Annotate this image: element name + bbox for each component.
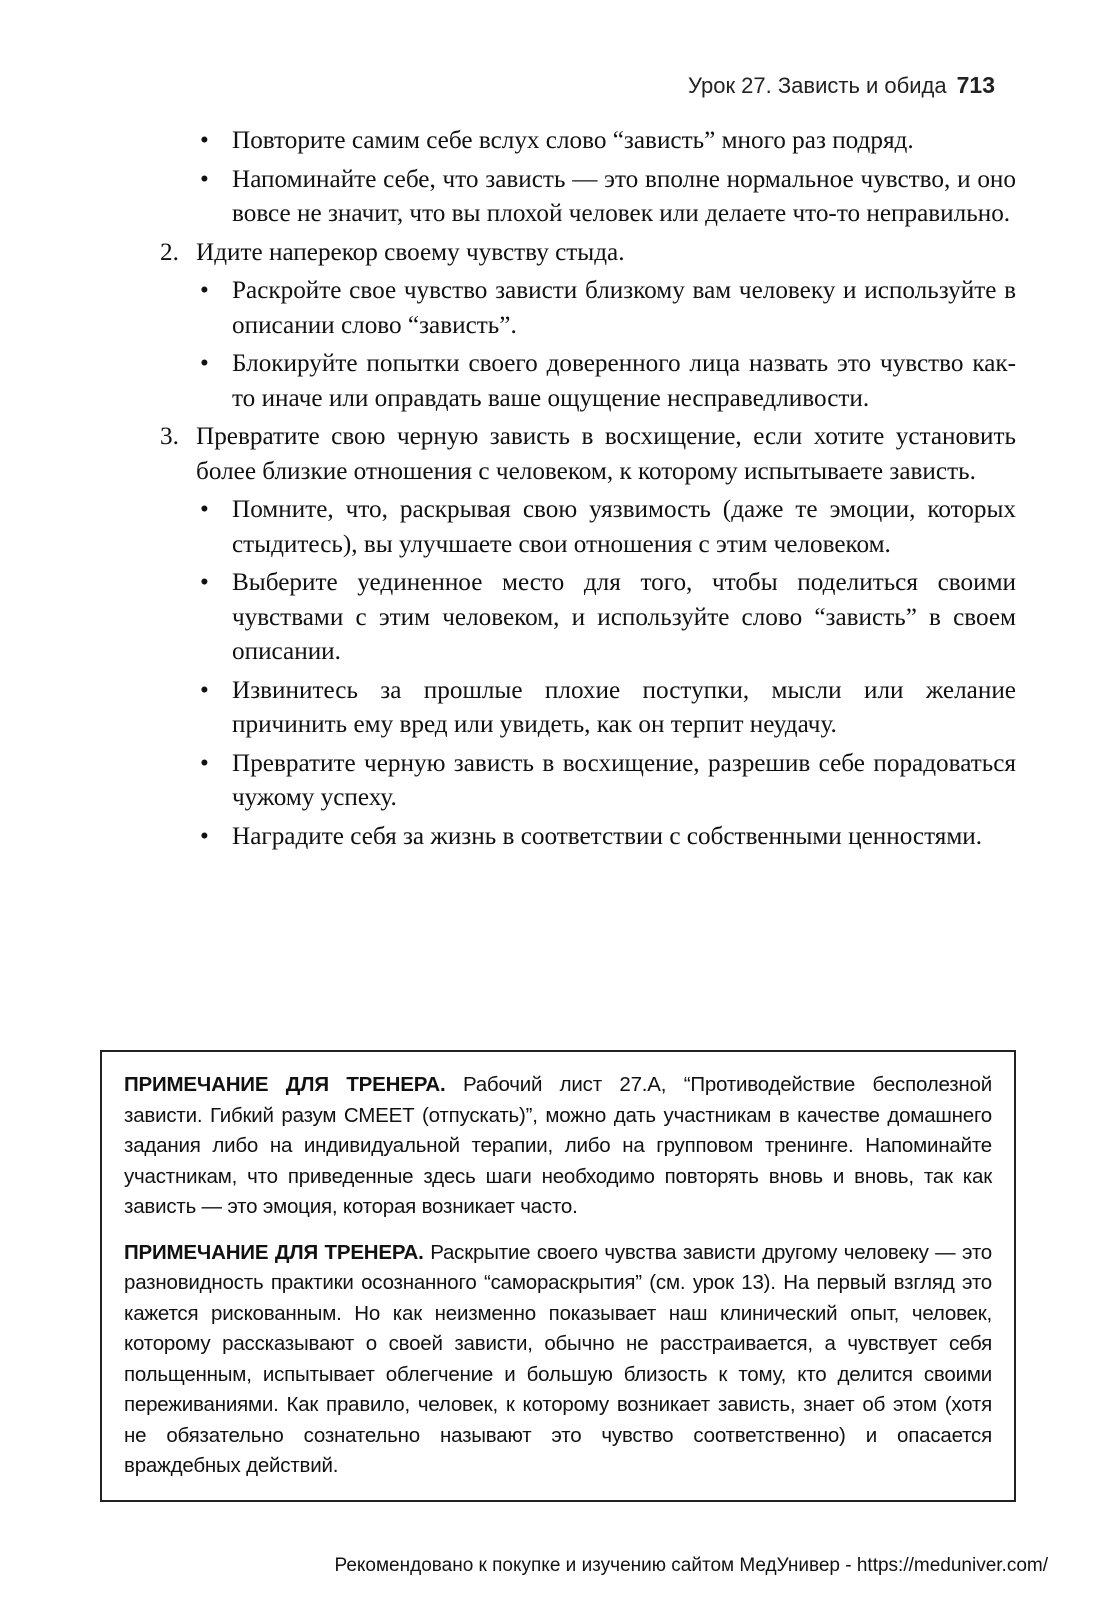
note-label: ПРИМЕЧАНИЕ ДЛЯ ТРЕНЕРА. (124, 1073, 446, 1096)
bullet-list (200, 274, 1016, 416)
list-item: • Наградите себя за жизнь в соответствии с собственными ценностями. (200, 820, 1016, 855)
list-item: • Напоминайте себе, что зависть — это вполне нормальное чувство, и оно вовсе не значит, что вы плохой человек или делаете что-то неправильно. (200, 163, 1016, 232)
trainer-note (124, 1070, 992, 1223)
numbered-step (160, 420, 1016, 854)
numbered-step (160, 236, 1016, 417)
list-item: • Раскройте свое чувство зависти близкому вам человеку и используйте в описании слово “зависть”. (200, 274, 1016, 343)
trainer-note-box (100, 1050, 1016, 1502)
list-item: • Извинитесь за прошлые плохие поступки, мысли или желание причинить ему вред или увидеть, как он терпит неудачу. (200, 674, 1016, 743)
note-text: Раскрытие своего чувства зависти другому человеку — это разновидность практики осознанного “самораскрытия” (см. урок 13). На первый взгляд это кажется рискованным. Но как неизменно показывает наш клинический опыт, человек, которому рассказывают о своей зависти, обычно не расстраивается, а чувствует себя польщенным, испытывает облегчение и большую близость к тому, кто делится своими переживаниями. Как правило, человек, к которому возникает зависть, знает об этом (хотя не обязательно сознательно называют это чувство соответственно) и опасается враждебных действий. (124, 1240, 992, 1477)
page-number: 713 (956, 72, 995, 98)
list-item: • Превратите черную зависть в восхищение, разрешив себе порадоваться чужому успеху. (200, 747, 1016, 816)
bullet-list (200, 493, 1016, 854)
list-item: • Выберите уединенное место для того, чтобы поделиться своими чувствами с этим человеком, и используйте слово “зависть” в своем описании. (200, 566, 1016, 670)
list-item: • Помните, что, раскрывая свою уязвимость (даже те эмоции, которых стыдитесь), вы улучшаете свои отношения с этим человеком. (200, 493, 1016, 562)
step-text: Идите наперекор своему чувству стыда. (196, 238, 625, 266)
chapter-title: Урок 27. Зависть и обида (687, 73, 947, 98)
trainer-note (124, 1238, 992, 1482)
footer-watermark: Рекомендовано к покупке и изучению сайтом МедУнивер - https://meduniver.com/ (334, 1555, 1048, 1576)
step-number: 3. (160, 423, 179, 450)
bullet-list (200, 124, 1016, 232)
note-text: Рабочий лист 27.А, “Противодействие бесполезной зависти. Гибкий разум СМЕЕТ (отпускать)”, можно дать участникам в качестве домашнего задания либо на индивидуальной терапии, либо на групповом тренинге. Напоминайте участникам, что приведенные здесь шаги необходимо повторять вновь и вновь, так как зависть — это эмоция, которая возникает часто. (124, 1073, 993, 1218)
list-item: • Блокируйте попытки своего доверенного лица назвать это чувство как-то иначе или оправдать ваше ощущение несправедливости. (200, 347, 1016, 416)
step-number: 2. (160, 238, 179, 266)
list-item: • Повторите самим себе вслух слово “зависть” много раз подряд. (200, 124, 1016, 159)
note-label: ПРИМЕЧАНИЕ ДЛЯ ТРЕНЕРА. (124, 1240, 424, 1264)
main-content (160, 124, 1016, 858)
step-text: Превратите свою черную зависть в восхищение, если хотите установить более близкие отношения с человеком, к которому испытываете зависть. (196, 423, 1016, 485)
running-header (688, 72, 995, 99)
